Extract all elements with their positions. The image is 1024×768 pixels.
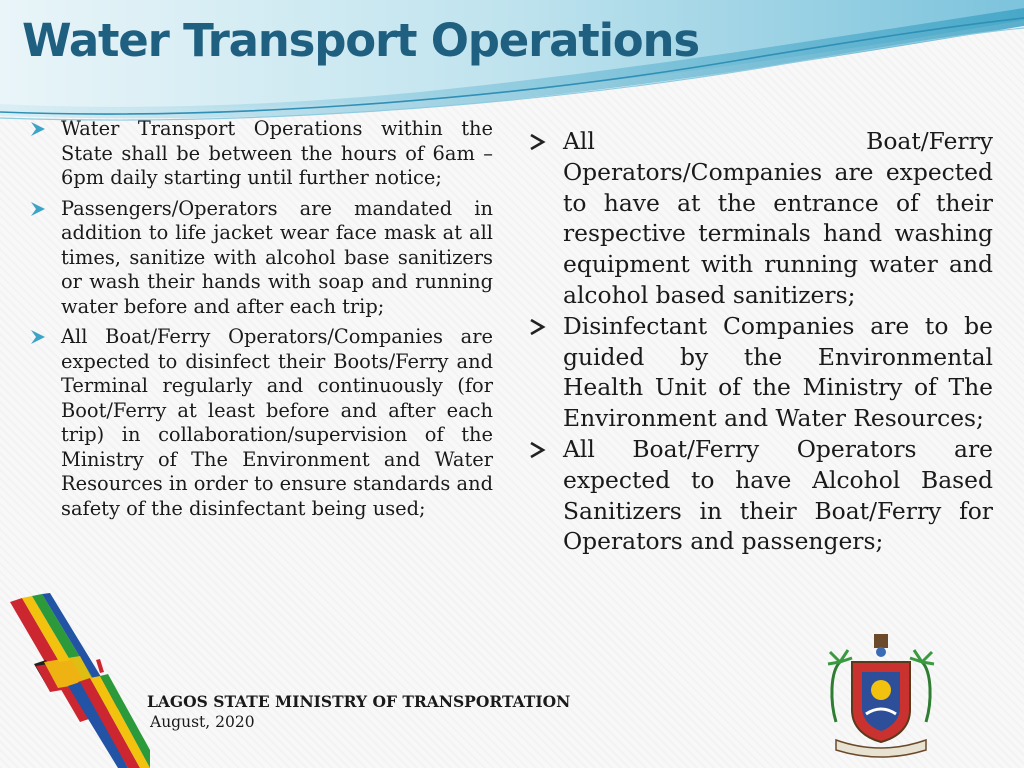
- arrow-bullet-icon: [527, 440, 547, 460]
- footer-organization: LAGOS STATE MINISTRY OF TRANSPORTATION: [147, 692, 571, 711]
- arrow-bullet-icon: [28, 327, 48, 347]
- bullet-text: Water Transport Operations within the State shall be between the hours of 6am – 6pm daily starting until further notice;: [61, 117, 493, 189]
- arrow-bullet-icon: [28, 119, 48, 139]
- list-item: [28, 325, 493, 521]
- bullet-text: All Boat/Ferry Operators/Companies are expected to have at the entrance of their respective terminals hand washing equipment with running water and alcohol based sanitizers;: [563, 127, 993, 309]
- list-item: [527, 126, 993, 311]
- bullet-text: All Boat/Ferry Operators/Companies are expected to disinfect their Boots/Ferry and Terminal regularly and continuously (for Boot/Ferry at least before and after each trip) in collaboration/supervision of the Ministry of The Environment and Water Resources in order to ensure standards and safety of the disinfectant being used;: [61, 325, 493, 520]
- flag-stripes-decoration: [0, 590, 150, 768]
- arrow-bullet-icon: [527, 132, 547, 152]
- arrow-bullet-icon: [527, 317, 547, 337]
- footer-date: August, 2020: [150, 713, 255, 731]
- list-item: [527, 311, 993, 434]
- list-item: [28, 197, 493, 320]
- bullet-text: All Boat/Ferry Operators are expected to have Alcohol Based Sanitizers in their Boat/Ferry for Operators and passengers;: [563, 434, 993, 556]
- lagos-state-crest-icon: [826, 632, 936, 762]
- slide-title: Water Transport Operations: [22, 14, 699, 67]
- arrow-bullet-icon: [28, 199, 48, 219]
- right-bullet-list: [527, 126, 993, 557]
- bullet-text: Passengers/Operators are mandated in addition to life jacket wear face mask at all times, sanitize with alcohol base sanitizers or wash their hands with soap and running water before and after each trip;: [61, 196, 493, 318]
- list-item: [527, 434, 993, 557]
- bullet-text: Disinfectant Companies are to be guided by the Environmental Health Unit of the Ministry of The Environment and Water Resources;: [563, 311, 993, 433]
- left-bullet-list: [28, 117, 493, 527]
- list-item: [28, 117, 493, 191]
